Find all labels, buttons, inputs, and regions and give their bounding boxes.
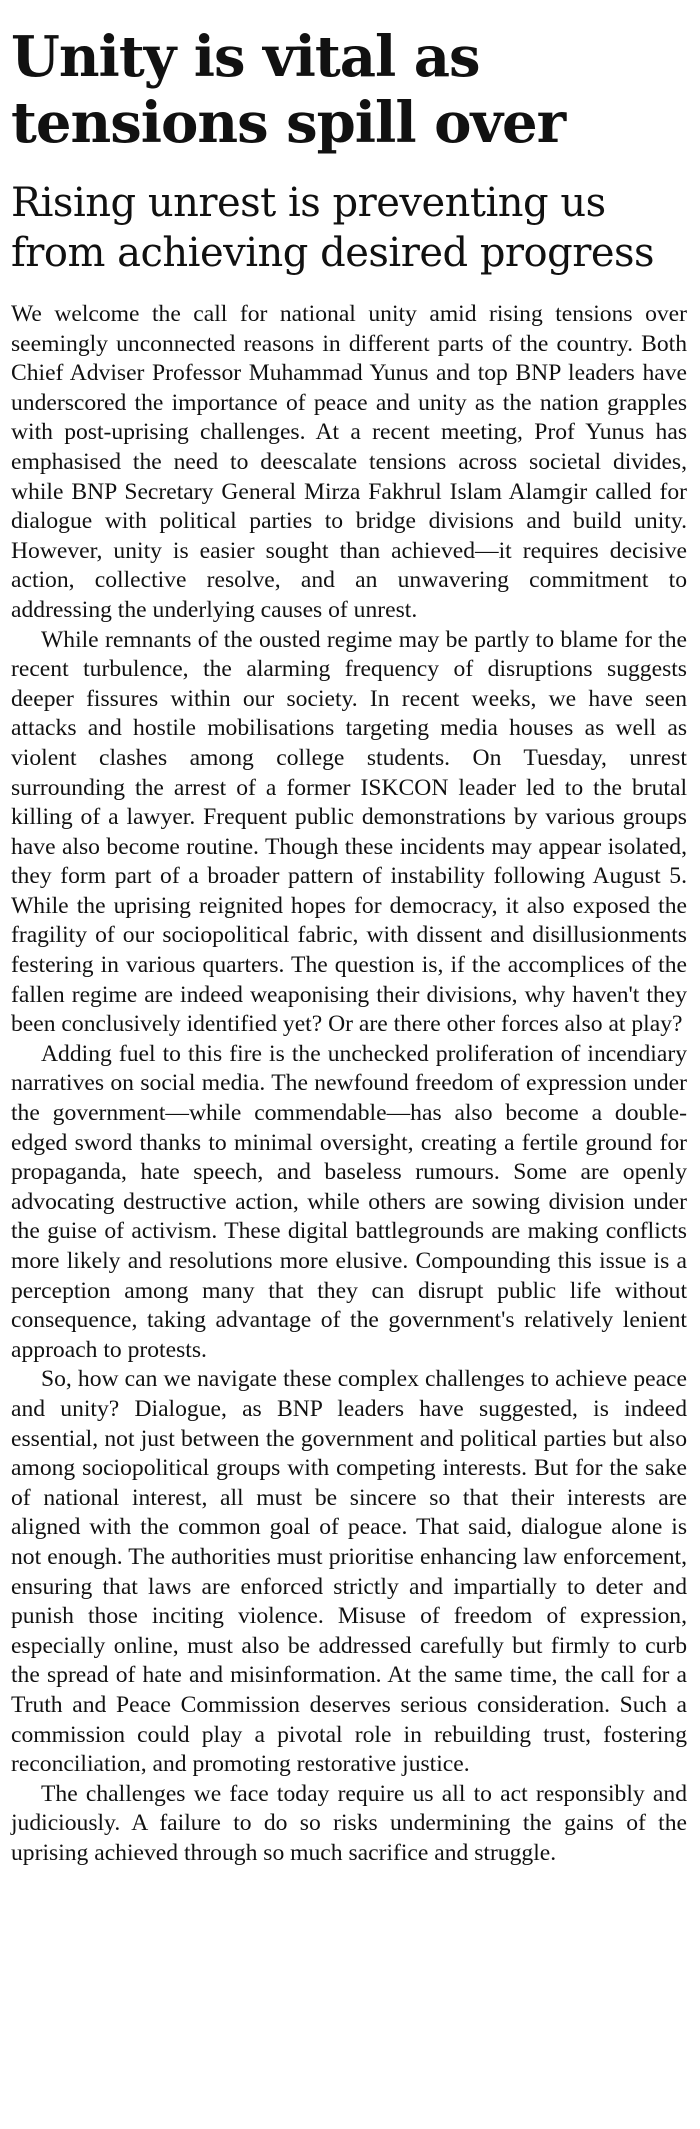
subheadline: Rising unrest is preventing us from achieving desired progress <box>11 180 655 276</box>
paragraph-4: So, how can we navigate these complex challenges to achieve peace and unity? Dialogue, as BNP leaders have suggested, is indeed essential, not just between the government and political parties but also among sociopolitical groups with competing interests. But for the sake of national interest, all must be sincere so that their interests are aligned with the common goal of peace. That said, dialogue alone is not enough. The authorities must prioritise enhancing law enforcement, ensuring that laws are enforced strictly and impartially to deter and punish those inciting violence. Misuse of freedom of expression, especially online, must also be addressed carefully but firmly to curb the spread of hate and misinformation. At the same time, the call for a Truth and Peace Commission deserves serious consideration. Such a commission could play a pivotal role in rebuilding trust, fostering reconciliation, and promoting restorative justice. <box>11 1366 687 1778</box>
paragraph-1: We welcome the call for national unity amid rising tensions over seemingly unconnected reasons in different parts of the country. Both Chief Adviser Professor Muhammad Yunus and top BNP leaders have underscored the importance of peace and unity as the nation grapples with post-uprising challenges. At a recent meeting, Prof Yunus has emphasised the need to deescalate tensions across societal divides, while BNP Secretary General Mirza Fakhrul Islam Alamgir called for dialogue with political parties to bridge divisions and build unity. However, unity is easier sought than achieved—it requires decisive action, collective resolve, and an unwavering commitment to addressing the underlying causes of unrest. <box>11 301 687 623</box>
paragraph-3: Adding fuel to this fire is the unchecked proliferation of incendiary narratives on social media. The newfound freedom of expression under the government—while commendable—has also become a double-edged sword thanks to minimal oversight, creating a fertile ground for propaganda, hate speech, and baseless rumours. Some are openly advocating destructive action, while others are sowing division under the guise of activism. These digital battlegrounds are making conflicts more likely and resolutions more elusive. Compounding this issue is a perception among many that they can disrupt public life without consequence, taking advantage of the government's relatively lenient approach to protests. <box>11 1040 687 1363</box>
paragraph-2: While remnants of the ousted regime may be partly to blame for the recent turbulence, the alarming frequency of disruptions suggests deeper fissures within our society. In recent weeks, we have seen attacks and hostile mobilisations targeting media houses as well as violent clashes among college students. On Tuesday, unrest surrounding the arrest of a former ISKCON leader led to the brutal killing of a lawyer. Frequent public demonstrations by various groups have also become routine. Though these incidents may appear isolated, they form part of a broader pattern of instability following August 5. While the uprising reignited hopes for democracy, it also exposed the fragility of our sociopolitical fabric, with dissent and disillusionments festering in various quarters. The question is, if the accomplices of the fallen regime are indeed weaponising their divisions, why haven't they been conclusively identified yet? Or are there other forces also at play? <box>11 626 687 1038</box>
paragraph-5: The challenges we face today require us all to act responsibly and judiciously. A failure to do so risks undermining the gains of the uprising achieved through so much sacrifice and struggle. <box>11 1780 687 1866</box>
headline: Unity is vital as tensions spill over <box>11 24 566 156</box>
article-body <box>11 300 687 1868</box>
